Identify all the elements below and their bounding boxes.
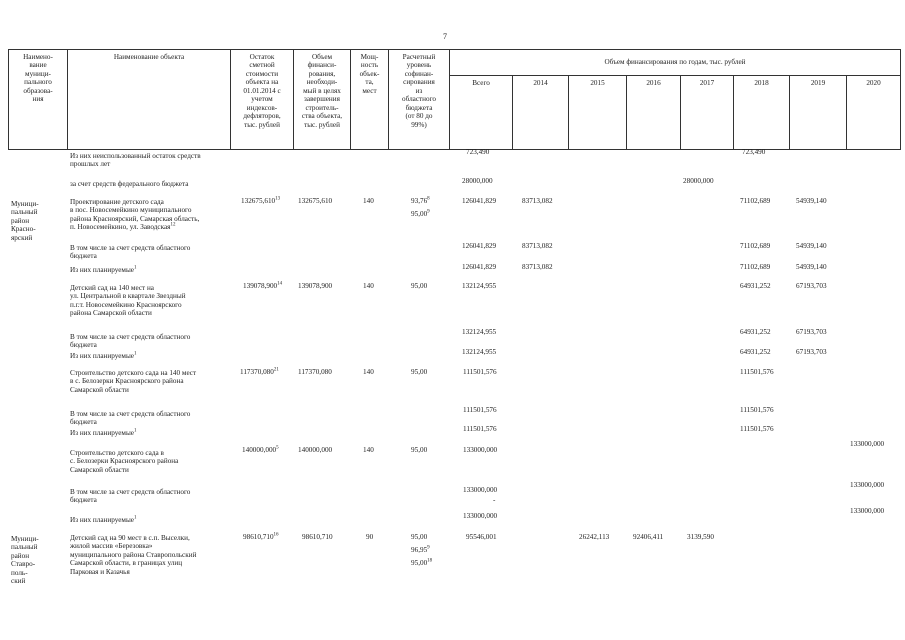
cell-2019: 67193,703 <box>796 282 827 290</box>
cell-total: 132124,955 <box>462 348 497 356</box>
cell-2016: 92406,411 <box>633 533 664 541</box>
header-by-years: Объем финансирования по годам, тыс. рублей <box>604 58 746 66</box>
cell-level: 96,95$^9$ <box>411 545 430 554</box>
cell-total: 132124,955 <box>462 282 497 290</box>
header-cofinancing-level: Расчетный уровень софинан- сирования из областного бюджета (от 80 до 99%) <box>402 53 436 129</box>
cell-2019: 54939,140 <box>796 263 827 271</box>
cell-2019: 54939,140 <box>796 242 827 250</box>
cell-2014: 83713,082 <box>522 263 553 271</box>
row-label: Из них планируемые$^1$ <box>70 428 137 437</box>
cell-total: 132124,955 <box>462 328 497 336</box>
cell-volume: 132675,610 <box>298 197 333 205</box>
cell-2014: 83713,082 <box>522 197 553 205</box>
cell-2018: 71102,689 <box>740 197 771 205</box>
cell-level: 95,00 <box>411 446 428 454</box>
row-label: Детский сад на 140 мест на ул. Центральной в квартале Звездный п.г.т. Новосемейкино Красноярского района Самарской области <box>70 284 186 318</box>
header-capacity: Мощ- ность объек- та, мест <box>359 53 380 95</box>
cell-total: 133000,000 <box>463 512 498 520</box>
header-year-2014: 2014 <box>533 79 548 87</box>
cell-total: 111501,576 <box>463 425 497 433</box>
page-number: 7 <box>443 32 447 41</box>
header-year-2018: 2018 <box>754 79 769 87</box>
cell-2018: 111501,576 <box>740 406 774 414</box>
cell-level: 95,00 <box>411 368 428 376</box>
cell-total: 133000,000 <box>463 486 498 494</box>
cell-2020: 133000,000 <box>850 507 885 515</box>
row-label: Из них планируемые$^1$ <box>70 351 137 360</box>
cell-capacity: 140 <box>363 282 374 290</box>
cell-total: 111501,576 <box>463 368 497 376</box>
header-object-name: Наименование объекта <box>113 53 185 61</box>
cell-2018: 64931,252 <box>740 328 771 336</box>
cell-total: 126041,829 <box>462 197 497 205</box>
cell-2018: 64931,252 <box>740 282 771 290</box>
header-municipality: Наимено- вание муници- пального образова- ния <box>23 53 53 104</box>
municipality-krasnoyarsky: Муници- пальный район Красно- ярский <box>11 200 39 242</box>
cell-capacity: 140 <box>363 197 374 205</box>
cell-2019: 67193,703 <box>796 328 827 336</box>
cell-total: 133000,000 <box>463 446 498 454</box>
row-label: Из них неиспользованный остаток средств прошлых лет <box>70 152 201 169</box>
cell-volume: 139078,900 <box>298 282 333 290</box>
cell-balance: 98610,710$^{16}$ <box>243 532 279 541</box>
cell-2018: 71102,689 <box>740 263 771 271</box>
cell-2015: 26242,113 <box>579 533 610 541</box>
cell-total: 126041,829 <box>462 242 497 250</box>
cell-volume: 140000,000 <box>298 446 333 454</box>
cell-volume: 117370,080 <box>298 368 332 376</box>
cell-balance: 117370,080$^{21}$ <box>240 367 279 376</box>
municipality-stavropolsky: Муници- пальный район Ставро- поль- ский <box>11 535 39 586</box>
header-year-2015: 2015 <box>590 79 605 87</box>
cell-total: 95546,001 <box>466 533 497 541</box>
cell-dash: - <box>493 496 496 504</box>
cell-level: 93,76$^8$ <box>411 196 430 205</box>
row-label: В том числе за счет средств областного бюджета <box>70 488 191 505</box>
cell-total: 28000,000 <box>462 177 493 185</box>
cell-2020: 133000,000 <box>850 481 885 489</box>
cell-level: 95,00$^{18}$ <box>411 558 433 567</box>
row-label: за счет средств федерального бюджета <box>70 180 189 188</box>
row-label: Проектирование детского сада в пос. Новосемейкино муниципального района Красноярский, Самарская область, п. Новосемейкино, ул. Заводская$^{12}$ <box>70 198 200 232</box>
header-balance: Остаток сметной стоимости объекта на 01.01.2014 с учетом индексов- дефляторов, тыс. рублей <box>243 53 281 129</box>
row-label: В том числе за счет средств областного бюджета <box>70 244 191 261</box>
cell-level: 95,00 <box>411 282 428 290</box>
header-year-2020: 2020 <box>866 79 881 87</box>
cell-2019: 67193,703 <box>796 348 827 356</box>
row-label: Из них планируемые$^1$ <box>70 515 137 524</box>
cell-balance: 140000,000$^5$ <box>242 445 279 454</box>
row-label: В том числе за счет средств областного бюджета <box>70 410 191 427</box>
cell-2018: 723,490 <box>742 148 766 156</box>
header-year-2016: 2016 <box>646 79 661 87</box>
cell-2014: 83713,082 <box>522 242 553 250</box>
header-year-2019: 2019 <box>810 79 826 87</box>
row-label: Строительство детского сада на 140 мест в с. Белозерки Красноярского района Самарской области <box>70 369 197 394</box>
cell-2018: 111501,576 <box>740 425 774 433</box>
row-label: В том числе за счет средств областного бюджета <box>70 333 191 350</box>
cell-capacity: 140 <box>363 368 374 376</box>
cell-capacity: 140 <box>363 446 374 454</box>
header-financing-volume: Объем финанси- рования, необходи- мый в целях завершения строитель- ства объекта, тыс. рублей <box>301 53 343 129</box>
cell-balance: 132675,610$^{13}$ <box>241 196 281 205</box>
cell-2018: 64931,252 <box>740 348 771 356</box>
row-label: Из них планируемые$^1$ <box>70 265 137 274</box>
header-year-2017: 2017 <box>699 79 715 87</box>
cell-2020: 133000,000 <box>850 440 885 448</box>
header-year-total: Всего <box>472 79 490 87</box>
row-label: Строительство детского сада в с. Белозерки Красноярского района Самарской области <box>70 449 179 474</box>
cell-total: 111501,576 <box>463 406 497 414</box>
cell-balance: 139078,900$^{14}$ <box>243 281 283 290</box>
cell-capacity: 90 <box>366 533 374 541</box>
cell-2017: 3139,590 <box>687 533 714 541</box>
cell-2019: 54939,140 <box>796 197 827 205</box>
cell-total: 723,490 <box>466 148 490 156</box>
cell-level: 95,00 <box>411 533 428 541</box>
cell-2018: 71102,689 <box>740 242 771 250</box>
cell-total: 126041,829 <box>462 263 497 271</box>
row-label: Детский сад на 90 мест в с.п. Выселки, жилой массив «Березовка» муниципального района Ставропольский Самарской области, в границах улиц Парковая и Казачья <box>70 534 197 576</box>
cell-volume: 98610,710 <box>302 533 333 541</box>
cell-2017: 28000,000 <box>683 177 714 185</box>
cell-2018: 111501,576 <box>740 368 774 376</box>
cell-level: 95,00$^9$ <box>411 209 430 218</box>
